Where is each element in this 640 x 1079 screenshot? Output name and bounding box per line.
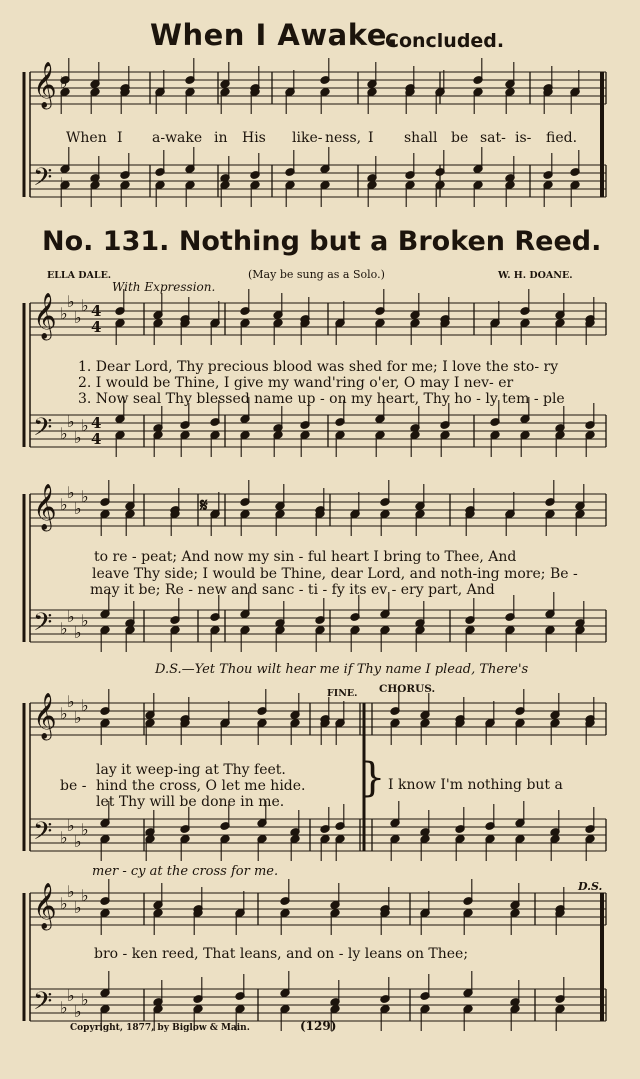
svg-text:♭: ♭ — [60, 304, 68, 323]
hymn1-lyric-word: in — [214, 130, 228, 146]
verse2-prefix: be - — [60, 778, 87, 794]
svg-text:♭: ♭ — [81, 696, 89, 715]
verse1-line1: 1. Dear Lord, Thy precious blood was shed for me; I love the sto- ry — [78, 359, 559, 375]
svg-text:𝄢: 𝄢 — [33, 413, 53, 448]
author: ELLA DALE. — [47, 270, 112, 281]
svg-text:♭: ♭ — [74, 428, 82, 447]
hymn1-lyric-word: be — [451, 130, 469, 146]
svg-text:♭: ♭ — [60, 619, 68, 638]
chorus-lyric: I know I'm nothing but a — [388, 777, 563, 793]
hymn2-number: No. 131. — [42, 226, 170, 257]
verse2-line2: leave Thy side; I would be Thine, dear Lord, and noth-ing more; Be - — [92, 566, 578, 582]
composer: W. H. DOANE. — [498, 270, 573, 281]
svg-text:♭: ♭ — [74, 499, 82, 518]
svg-text:♭: ♭ — [74, 623, 82, 642]
hymn1-lyric-word: fied. — [546, 130, 578, 146]
chorus-last-line: bro - ken reed, That leans, and on - ly leans on Thee; — [94, 946, 469, 962]
verse2-line1: 2. I would be Thine, I give my wand'ring o'er, O may I nev- er — [78, 375, 514, 391]
svg-text:♭: ♭ — [74, 708, 82, 727]
svg-text:♭: ♭ — [74, 898, 82, 917]
svg-text:♭: ♭ — [67, 292, 75, 311]
svg-text:♭: ♭ — [81, 820, 89, 839]
svg-text:𝄞: 𝄞 — [33, 62, 57, 108]
hymn2-title-text: Nothing but a Broken Reed. — [178, 226, 602, 257]
hymn1-lyric-word: a-wake — [152, 130, 203, 146]
verse2-line3: hind the cross, O let me hide. — [96, 778, 306, 794]
svg-text:♭: ♭ — [60, 894, 68, 913]
hymn1-status: Concluded. — [385, 30, 505, 52]
svg-text:♭: ♭ — [60, 495, 68, 514]
verse3-line2: may it be; Re - new and sanc - ti - fy its ev - ery part, And — [90, 582, 495, 598]
hymn1-lyric-word: When — [66, 130, 107, 146]
hymn1-lyric-word: I — [368, 130, 374, 146]
ds-lyric: D.S.—Yet Thou wilt hear me if Thy name I plead, There's — [155, 662, 529, 677]
verse1-line2: to re - peat; And now my sin - ful heart I bring to Thee, And — [94, 549, 517, 565]
svg-text:♭: ♭ — [67, 412, 75, 431]
hymn1-lyric-word: is- — [515, 130, 532, 146]
svg-text:♭: ♭ — [74, 832, 82, 851]
verse1-line3: lay it weep-ing at Thy feet. — [96, 762, 286, 778]
copyright: Copyright, 1877, by Biglow & Main. — [70, 1023, 250, 1033]
svg-text:4: 4 — [91, 302, 102, 320]
svg-text:♭: ♭ — [81, 990, 89, 1009]
svg-text:♭: ♭ — [67, 483, 75, 502]
svg-text:𝄢: 𝄢 — [33, 608, 53, 643]
svg-text:𝄞: 𝄞 — [33, 693, 57, 739]
fine-mark: FINE. — [327, 688, 358, 699]
svg-text:𝄞: 𝄞 — [33, 484, 57, 530]
ds-mark: D.S. — [578, 880, 603, 893]
hymn1-lyric-word: sat- — [480, 130, 506, 146]
svg-text:♭: ♭ — [81, 296, 89, 315]
svg-text:4: 4 — [91, 318, 102, 336]
svg-text:𝄢: 𝄢 — [33, 817, 53, 852]
svg-text:♭: ♭ — [60, 704, 68, 723]
svg-text:♭: ♭ — [67, 882, 75, 901]
svg-text:4: 4 — [91, 430, 102, 448]
verse3-line1: 3. Now seal Thy blessed name up - on my heart, Thy ho - ly tem - ple — [78, 391, 565, 407]
svg-text:♭: ♭ — [81, 487, 89, 506]
svg-text:♭: ♭ — [81, 611, 89, 630]
hymn1-title: When I Awake. — [150, 18, 399, 52]
svg-text:♭: ♭ — [67, 607, 75, 626]
svg-text:𝄞: 𝄞 — [33, 293, 57, 339]
svg-text:𝄢: 𝄢 — [33, 163, 53, 198]
svg-text:♭: ♭ — [81, 886, 89, 905]
verse-brace: } — [360, 755, 386, 801]
svg-text:♭: ♭ — [67, 692, 75, 711]
segno-sign: 𝄋 — [200, 495, 208, 516]
verse3-line3: let Thy will be done in me. — [96, 794, 285, 810]
svg-text:𝄢: 𝄢 — [33, 987, 53, 1022]
tempo-marking: With Expression. — [112, 280, 216, 294]
svg-text:𝄞: 𝄞 — [33, 883, 57, 929]
hymn1-lyric-word: shall — [404, 130, 438, 146]
svg-text:♭: ♭ — [67, 816, 75, 835]
svg-text:♭: ♭ — [60, 998, 68, 1017]
svg-text:♭: ♭ — [81, 416, 89, 435]
hymn1-lyric-word: I — [117, 130, 123, 146]
svg-text:♭: ♭ — [60, 828, 68, 847]
svg-text:♭: ♭ — [60, 424, 68, 443]
hymn1-lyric-word: like- — [292, 130, 323, 146]
hymn2-title — [42, 226, 601, 257]
solo-note: (May be sung as a Solo.) — [248, 268, 385, 281]
svg-text:♭: ♭ — [67, 986, 75, 1005]
svg-text:4: 4 — [91, 414, 102, 432]
hymn1-lyric-word: His — [242, 130, 266, 146]
svg-text:♭: ♭ — [74, 308, 82, 327]
svg-text:♭: ♭ — [74, 1002, 82, 1021]
page-number: (129) — [300, 1019, 337, 1033]
chorus-label: CHORUS. — [379, 683, 436, 695]
ds-lyric-2: mer - cy at the cross for me. — [92, 864, 279, 879]
hymn1-lyric-word: ness, — [325, 130, 362, 146]
